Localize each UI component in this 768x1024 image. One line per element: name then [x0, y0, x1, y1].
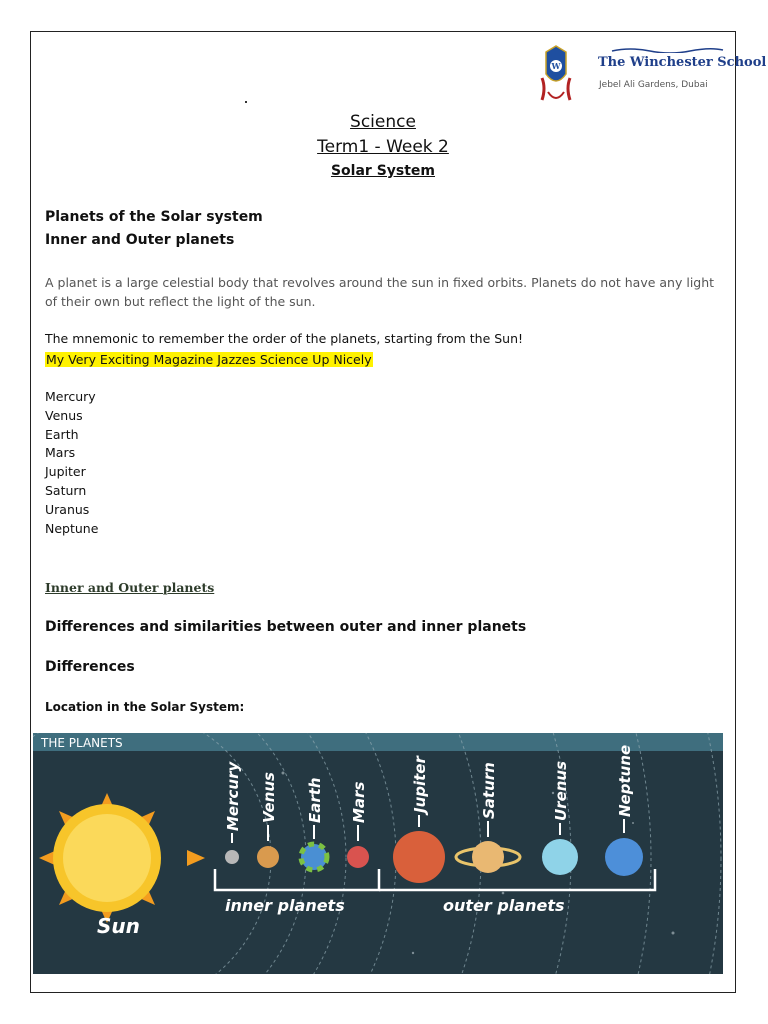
list-item: Uranus: [45, 501, 90, 517]
planets-figure: [33, 733, 723, 974]
sun-label: Sun: [97, 914, 140, 938]
arabic-script: [610, 47, 725, 53]
stray-dot: [245, 101, 247, 103]
label-mars: Mars: [350, 781, 368, 823]
school-location: Jebel Ali Gardens, Dubai: [599, 80, 708, 90]
term-title: Term1 - Week 2: [317, 137, 449, 157]
label-jupiter: Jupiter: [411, 756, 429, 813]
list-item: Mercury: [45, 389, 96, 404]
outer-planets-label: outer planets: [443, 896, 565, 915]
list-item: Earth: [45, 426, 79, 442]
inner-planets-label: inner planets: [225, 896, 345, 915]
school-logo: [540, 44, 730, 106]
heading-planets: Planets of the Solar system: [45, 209, 263, 225]
list-item: Neptune: [45, 520, 99, 536]
label-neptune: Neptune: [616, 744, 634, 817]
label-mercury: Mercury: [224, 761, 242, 831]
school-name: The Winchester School: [598, 55, 767, 70]
label-saturn: Saturn: [480, 762, 498, 819]
section-link-inner-outer[interactable]: Inner and Outer planets: [45, 580, 215, 595]
heading-differences-similarities: Differences and similarities between outer and inner planets: [45, 619, 527, 635]
heading-inner-outer: Inner and Outer planets: [45, 232, 235, 248]
subject-title: Science: [350, 112, 416, 132]
label-venus: Venus: [260, 772, 278, 823]
banner-title: THE PLANETS: [41, 736, 123, 750]
planet-list: [45, 388, 98, 538]
mnemonic-intro: The mnemonic to remember the order of the planets, starting from the Sun!: [45, 331, 524, 346]
list-item: Jupiter: [45, 464, 86, 480]
label-urenus: Urenus: [552, 760, 570, 821]
list-item: Venus: [45, 407, 83, 423]
list-item: Saturn: [45, 482, 87, 498]
intro-paragraph: A planet is a large celestial body that revolves around the sun in fixed orbits. Planets do not have any light of their own but reflect the light of the sun.: [45, 275, 715, 309]
heading-differences: Differences: [45, 659, 135, 675]
location-label: Location in the Solar System:: [45, 700, 245, 714]
list-item: Mars: [45, 445, 76, 461]
mnemonic-highlight: My Very Exciting Magazine Jazzes Science Up Nicely: [46, 352, 372, 367]
topic-title: Solar System: [330, 163, 436, 179]
svg-text:W: W: [551, 61, 561, 71]
label-earth: Earth: [306, 777, 324, 823]
